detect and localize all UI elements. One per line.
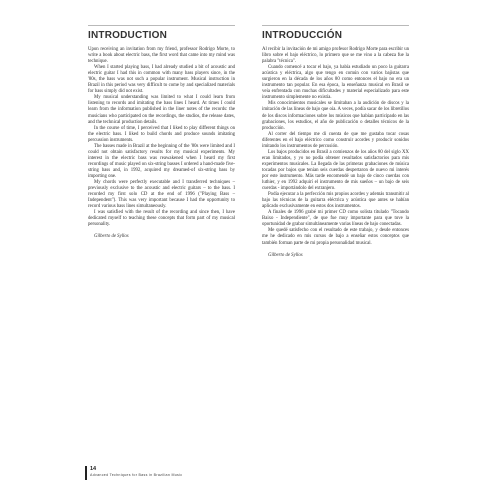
spanish-heading: INTRODUCCIÓN — [262, 30, 343, 41]
english-paragraph: Upon receiving an invitation from my friend, professor Rodrigo Morte, to write a book about electric bass, the first word that came into my mind was technique. — [88, 47, 235, 65]
english-body — [88, 47, 235, 228]
english-paragraph: My musical understanding was limited to what I could learn from listening to records and imitating the bass lines I heard. At times I could learn from the information published in the liner notes of the records: the musicians who participated on the recordings, the studios, the release dates, and the technical production details. — [88, 95, 235, 125]
english-paragraph: In the course of time, I perceived that I liked to play different things on the electric bass. I liked to build chords and produce sounds imitating percussion instruments. — [88, 125, 235, 143]
heading-rule — [262, 25, 409, 26]
spanish-paragraph: Los bajos producidos en Brasil a comienzos de los años 80 del siglo XX eran limitados, y yo no podía obtener resultados satisfactorios para mis experimentos musicales. La llegada de las primeras grabaciones de música tocadas por bajos que tenían seis cuerdas despertaron de nuevo mi interés por este instrumento. Más tarde encomendé un bajo de cinco cuerdas con luthier, y en 1992 adquirí el instrumento de mis sueños – un bajo de seis cuerdas - importándolo del extranjero. — [262, 149, 409, 192]
english-paragraph: When I started playing bass, I had already studied a bit of acoustic and electric guitar I had this in common with many bass players since, in the '80s, the bass was not such a popular instrument. Musical instruction in Brazil in this period was very difficult to come by and specialized materials for bass simply did not exist. — [88, 65, 235, 95]
heading-rule — [88, 25, 235, 26]
english-heading: INTRODUCTION — [88, 30, 168, 41]
spanish-signature: Gilberto de Syllos — [268, 252, 303, 258]
running-book-title: Advanced Techniques for Bass in Brazilian Music — [90, 473, 183, 477]
spanish-paragraph: Me quedé satisfecho con el resultado de este trabajo, y desde entonces me he dedicado en mis cursos de bajo a enseñar estos conceptos que también forman parte de mi propia personalidad musical. — [262, 228, 409, 246]
spanish-paragraph: A finales de 1996 grabé mi primer CD como solista titulado "Tocando Baixo - Independiente", de que fue muy importante para que tuve la oportunidad de grabar simultáneamente varias líneas de bajo conectadas. — [262, 210, 409, 228]
spanish-column — [262, 25, 409, 259]
english-column — [88, 25, 235, 240]
spanish-paragraph: Podía ejecutar a la perfección mis propios acordes y además transmitir al bajo las técnicas de la guitarra eléctrica y acústica que antes se habían aplicado exclusivamente en estos dos instrumentos. — [262, 192, 409, 210]
spanish-paragraph: Cuando comencé a tocar el bajo, ya había estudiado un poco la guitarra acústica y eléctrica, algo que tengo en común con varios bajistas que surgieron en la década de los años 80 como entonces el bajo no era un instrumento tan popular. En esa época, la enseñanza musical en Brasil se veía enfrentada con muchas dificultades y material especializado para este instrumento simplemente no existía. — [262, 65, 409, 101]
spanish-paragraph: Mis conocimientos musicales se limitaban a la audición de discos y la imitación de las líneas de bajo que oía. A veces, podía sacar de los libretillos de los discos informaciones sobre los músicos que habían participado en las grabaciones, los estudios, el año de publicación o detalles técnicos de la producción. — [262, 101, 409, 131]
spanish-body — [262, 47, 409, 247]
english-paragraph: The basses made in Brazil at the beginning of the '80s were limited and I could not obtain satisfactory results for my musical experiments. My interest in the electric bass was reawakened when I heard my first recordings of music played on six-string basses I ordered a hand-made five-string bass and, in 1992, acquired my dreamed-of six-string bass by importing one. — [88, 143, 235, 179]
footer-bar — [85, 466, 87, 480]
spanish-paragraph: Al correr del tiempo me di cuenta de que me gustaba tocar cosas diferentes en el bajo eléctrico como construir acordes y producir sonidos imitando los instrumentos de percusión. — [262, 131, 409, 149]
english-paragraph: My chords were perfectly executable and I transferred techniques – previously exclusive to the acoustic and electric guitars – to the bass. I recorded my first solo CD at the end of 1996 ("Playing Bass – Independent"). This was very important because I had the opportunity to record various bass lines simultaneously. — [88, 180, 235, 210]
page-footer — [85, 466, 285, 480]
spanish-paragraph: Al recibir la invitación de mi amigo profesor Rodrigo Morte para escribir un libro sobre el bajo eléctrico, lo primero que se me vino a la cabeza fue la palabra "técnica". — [262, 47, 409, 65]
page-number: 14 — [90, 466, 97, 472]
english-signature: Gilberto de Syllos — [94, 234, 129, 240]
english-paragraph: I was satisfied with the result of the recording and since then, I have dedicated myself to teaching these concepts that form part of my musical personality. — [88, 210, 235, 228]
